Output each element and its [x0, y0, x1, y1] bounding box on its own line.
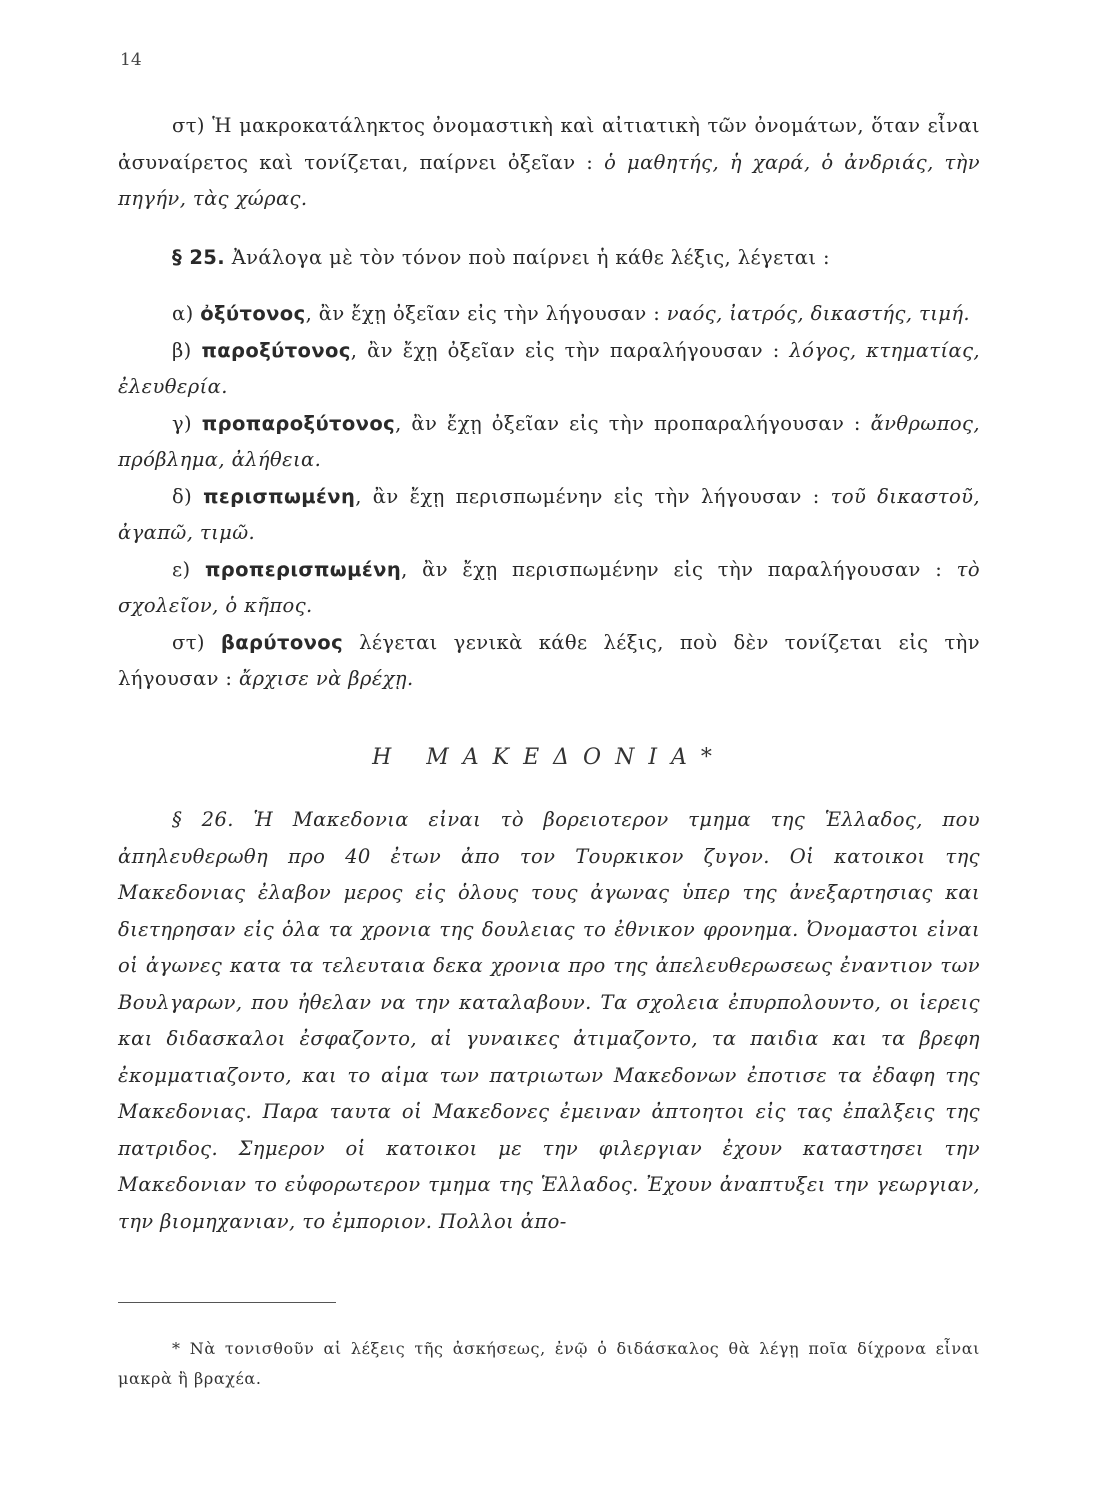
term: προπερισπωμένη	[204, 557, 402, 581]
section-number: § 26	[172, 808, 228, 831]
page-body	[118, 108, 980, 1240]
item-label: β)	[172, 338, 202, 362]
section-25-intro	[118, 240, 980, 277]
list-item-properispomeni	[118, 552, 980, 625]
item-label: α)	[172, 302, 201, 325]
paragraph-st	[118, 108, 980, 218]
footnote-divider	[118, 1302, 336, 1303]
reading-title: Η ΜΑΚΕΔΟΝΙΑ*	[372, 744, 726, 770]
rule-text: , ἂν ἔχῃ περισπωμένην εἰς τὴν λήγουσαν :	[355, 484, 831, 508]
term: παροξύτονος	[201, 338, 351, 362]
list-item-paroxytonos	[118, 333, 980, 406]
item-label: δ)	[172, 484, 204, 508]
examples: ναός, ἰατρός, δικαστής, τιμή.	[666, 302, 971, 325]
term: προπαροξύτονος	[201, 411, 396, 435]
rule-text: , ἂν ἔχῃ ὀξεῖαν εἰς τὴν παραλήγουσαν :	[350, 338, 790, 362]
examples: ὁ μαθητής, ἡ χαρά, ὁ ἀνδριάς, τὴν πηγήν, τὰς χώρας.	[118, 150, 980, 210]
item-label: γ)	[172, 411, 202, 435]
examples: λόγος, κτηματίας, ἐλευθερία.	[118, 338, 981, 398]
page-number: 14	[120, 50, 142, 70]
reading-passage	[118, 802, 980, 1240]
footnote: * Νὰ τονισθοῦν αἱ λέξεις τῆς ἀσκήσεως, ἐνῷ ὁ διδάσκαλος θὰ λέγῃ ποῖα δίχρονα εἶναι μακρὰ ἢ βραχέα.	[118, 1339, 980, 1388]
rule-text: , ἂν ἔχῃ ὀξεῖαν εἰς τὴν προπαραλήγουσαν :	[395, 411, 871, 435]
reading-text: . Ἡ Μακεδονια εἰναι τὸ βορειοτερον τμημα της Ἑλλαδος, που ἀπηλευθερωθη προ 40 ἐτων ἀπο τον Τουρκικον ζυγον. Οἱ κατοικοι της Μακεδονιας ἐλαβον μερος εἰς ὁλους τους ἀγωνας ὑπερ της ἀνεξαρτησιας και διετηρησαν εἰς ὁλα τα χρονια της δουλειας το ἐθνικον φρονημα. Ὀνομαστοι εἰναι οἱ ἀγωνες κατα τα τελευταια δεκα χρονια προ της ἀπελευθερωσεως ἐναντιον των Βουλγαρων, που ἠθελαν να την καταλαβουν. Τα σχολεια ἐπυρπολουντο, οι ἱερεις και διδασκαλοι ἐσφαζοντο, αἱ γυναικες ἀτιμαζοντο, τα παιδια και τα βρεφη ἐκομματιαζοντο, και το αἱμα των πατριωτων Μακεδονων ἐποτισε τα ἐδαφη της Μακεδονιας. Παρα ταυτα οἱ Μακεδονες ἐμειναν ἀπτοητοι εἰς τας ἐπαλξεις της πατριδος. Σημερον οἱ κατοικοι με την φιλεργιαν ἐχουν καταστησει την Μακεδονιαν το εὐφορωτερον τμημα της Ἑλλαδος. Ἐχουν ἀναπτυξει την γεωργιαν, την βιομηχανιαν, το ἐμποριον. Πολλοι ἀπο-	[118, 808, 980, 1233]
list-item-barytonos	[118, 625, 980, 698]
examples: ἄρχισε νὰ βρέχῃ.	[239, 667, 414, 690]
item-label: στ)	[172, 630, 221, 654]
term: περισπωμένη	[203, 484, 356, 508]
list-item-proparoxytonos	[118, 406, 980, 479]
reading-paragraph	[118, 802, 980, 1240]
section-number: § 25.	[172, 245, 226, 269]
list-item-perispomeni	[118, 479, 980, 552]
examples: τὸ σχολεῖον, ὁ κῆπος.	[118, 557, 980, 617]
term: βαρύτονος	[220, 630, 344, 654]
examples: ἄνθρωπος, πρόβλημα, ἀλήθεια.	[118, 411, 980, 471]
rule-text: λέγεται γενικὰ κάθε λέξις, ποὺ δὲν τονίζεται εἰς τὴν λήγουσαν :	[118, 630, 980, 690]
rule-text: , ἂν ἔχῃ περισπωμένην εἰς τὴν παραλήγουσαν :	[401, 557, 957, 581]
term: ὀξύτονος	[200, 302, 306, 325]
item-label: ε)	[172, 557, 205, 581]
list-item-oxytonos	[118, 296, 980, 333]
rule-text: , ἂν ἔχῃ ὀξεῖαν εἰς τὴν λήγουσαν :	[305, 302, 667, 325]
examples: τοῦ δικαστοῦ, ἀγαπῶ, τιμῶ.	[118, 484, 980, 544]
intro-text: Ἀνάλογα μὲ τὸν τόνον ποὺ παίρνει ἡ κάθε λέξις, λέγεται :	[225, 245, 830, 269]
rule-text: Ἡ μακροκατάληκτος ὀνομαστικὴ καὶ αἰτιατικὴ τῶν ὀνομάτων, ὅταν εἶναι ἀσυναίρετος καὶ τονίζεται, παίρνει ὀξεῖαν :	[118, 114, 980, 174]
item-label: στ)	[172, 114, 213, 137]
